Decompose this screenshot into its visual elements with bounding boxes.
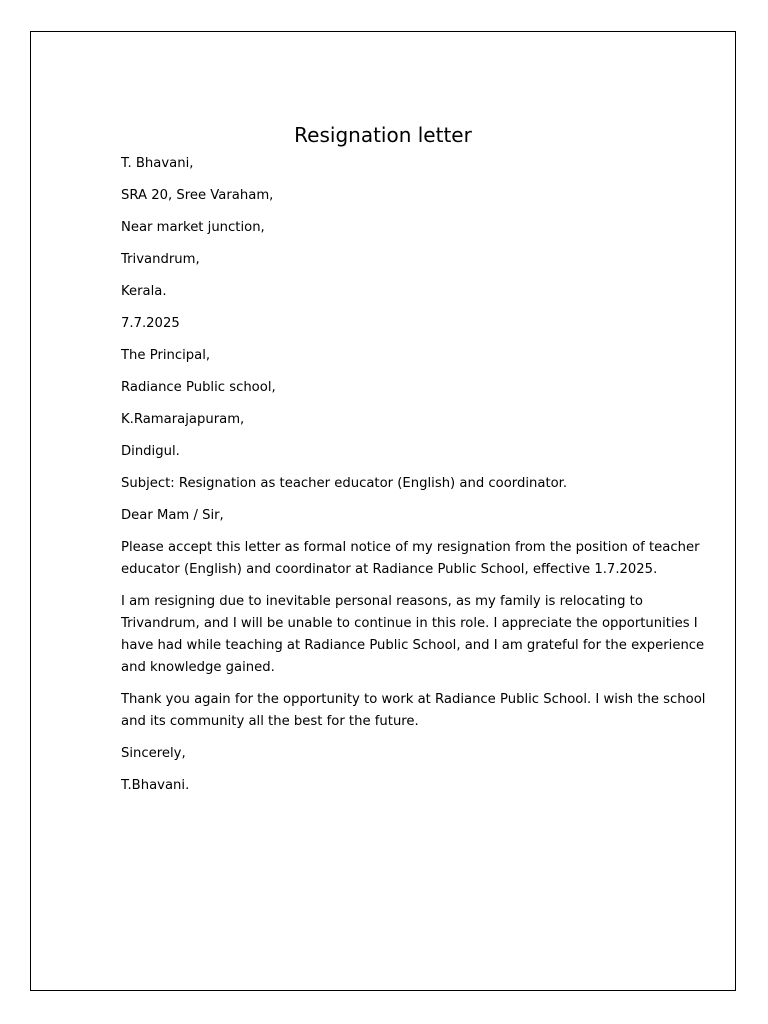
letter-date: 7.7.2025 <box>121 316 180 331</box>
signature: T.Bhavani. <box>121 778 190 793</box>
recipient-locality: K.Ramarajapuram, <box>121 412 245 427</box>
salutation: Dear Mam / Sir, <box>121 508 224 523</box>
recipient-school: Radiance Public school, <box>121 380 276 395</box>
sender-address-line1: SRA 20, Sree Varaham, <box>121 188 274 203</box>
closing: Sincerely, <box>121 746 186 761</box>
sender-city: Trivandrum, <box>121 252 200 267</box>
paragraph-reason: I am resigning due to inevitable personal reasons, as my family is relocating to Trivandrum, and I will be unable to continue in this role. I appreciate the opportunities I have had while teaching at Radiance Public School, and I am grateful for the experience and knowledge gained. <box>121 594 705 675</box>
paragraph-thanks: Thank you again for the opportunity to work at Radiance Public School. I wish the school and its community all the best for the future. <box>121 692 706 729</box>
recipient-title: The Principal, <box>121 348 211 363</box>
document-title: Resignation letter <box>294 123 472 147</box>
document-page <box>30 31 736 991</box>
sender-state: Kerala. <box>121 284 167 299</box>
recipient-city: Dindigul. <box>121 444 180 459</box>
letter-body <box>121 153 713 807</box>
sender-name: T. Bhavani, <box>121 156 194 171</box>
sender-address-line2: Near market junction, <box>121 220 265 235</box>
letter-subject: Subject: Resignation as teacher educator (English) and coordinator. <box>121 476 568 491</box>
paragraph-notice: Please accept this letter as formal notice of my resignation from the position of teacher educator (English) and coordinator at Radiance Public School, effective 1.7.2025. <box>121 540 700 577</box>
